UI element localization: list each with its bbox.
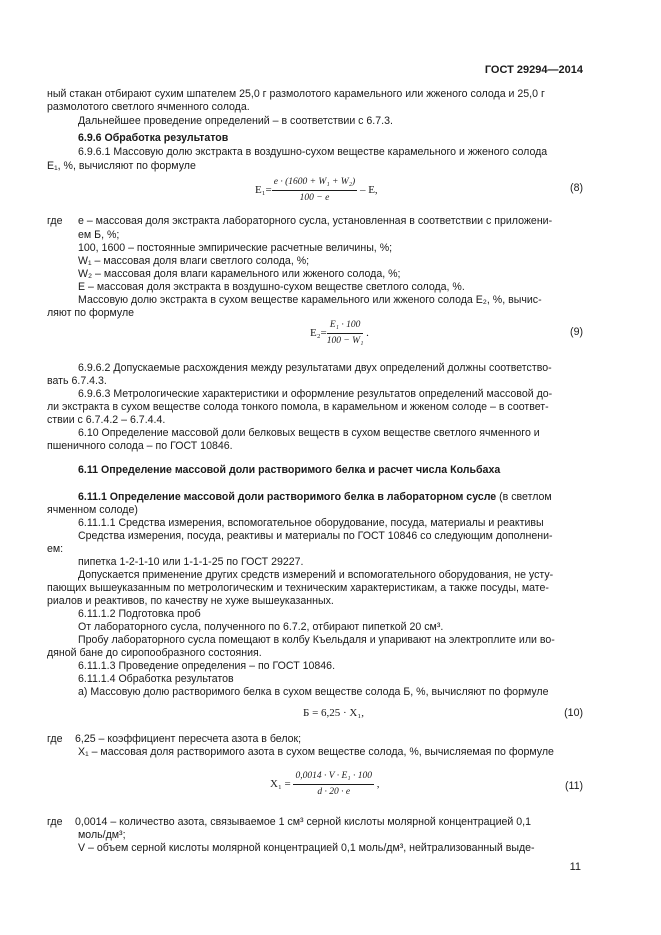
text-line: От лабораторного сусла, полученного по 6.7.2, отбирают пипеткой 20 см³.	[78, 621, 444, 633]
text-line: а) Массовую долю растворимого белка в сухом веществе солода Б, %, вычисляют по формуле	[78, 686, 549, 698]
numerator: e · (1600 + W₁ + W₂)	[272, 176, 357, 191]
text-line: вать 6.7.4.3.	[47, 375, 107, 387]
definition-line: W₂ – массовая доля влаги карамельного или жженого солода, %;	[78, 268, 401, 280]
definition-line: X₁ – массовая доля растворимого азота в сухом веществе солода, %, вычисляемая по формуле	[78, 746, 554, 758]
text-line: Допускается применение других средств измерений и вспомогательного оборудования, не усту-	[78, 569, 554, 581]
numerator: E₁ · 100	[327, 319, 364, 334]
fraction	[327, 319, 364, 348]
text-line: ный стакан отбирают сухим шпателем 25,0 г размолотого карамельного или жженого солода и 25,0 г	[47, 88, 545, 100]
definition-line: V – объем серной кислоты молярной концентрацией 0,1 моль/дм³, нейтрализованный выде-	[78, 842, 535, 854]
formula-tail: – E,	[357, 184, 378, 197]
denominator: 100 − e	[299, 193, 330, 203]
definition-line: моль/дм³;	[78, 829, 126, 841]
text-line: 6.9.6.2 Допускаемые расхождения между результатами двух определений должны соответство-	[78, 362, 552, 374]
formula-tail: ,	[373, 778, 380, 791]
definition-line: W₁ – массовая доля влаги светлого солода, %;	[78, 255, 310, 267]
text-line: 6.10 Определение массовой доли белковых веществ в сухом веществе светлого ячменного и	[78, 427, 540, 439]
formula-lhs: X₁ =	[270, 778, 294, 791]
text-line: ем:	[47, 543, 64, 555]
fraction	[272, 176, 357, 205]
equation-number: (8)	[570, 182, 583, 194]
formula-lhs: E₂=	[310, 327, 327, 340]
text-line: Массовую долю экстракта в сухом веществе карамельного или жженого солода E₂, %, вычис-	[78, 294, 542, 306]
text-line: дяной бане до сиропообразного состояния.	[47, 647, 262, 659]
definition-line: 6,25 – коэффициент пересчета азота в белок;	[75, 733, 302, 745]
subsection-heading: 6.11.1 Определение массовой доли растворимого белка в лабораторном сусле	[78, 491, 497, 503]
section-heading: 6.11 Определение массовой доли растворимого белка и расчет числа Кольбаха	[78, 464, 501, 476]
numerator: 0,0014 · V · E₁ · 100	[293, 770, 374, 785]
formula-10: Б = 6,25 · X₁,	[303, 707, 364, 719]
formula-9	[310, 319, 369, 348]
definition-line: e – массовая доля экстракта лабораторного сусла, установленная в соответствии с приложени-	[78, 215, 553, 227]
section-heading: 6.9.6 Обработка результатов	[78, 132, 229, 144]
formula-11	[270, 770, 379, 799]
formula-8	[255, 176, 378, 205]
text-line: пающих вышеуказанным по метрологическим и техническим характеристикам, а также посуды, мате-	[47, 582, 549, 594]
text-line: ли экстракта в сухом веществе солода тонкого помола, в карамельном и жженом солоде – в соответ-	[47, 401, 549, 413]
text-line: пипетка 1-2-1-10 или 1-1-1-25 по ГОСТ 29227.	[78, 556, 304, 568]
equation-number: (9)	[570, 326, 583, 338]
denominator: d · 20 · e	[317, 787, 351, 797]
equation-number: (10)	[564, 707, 583, 719]
where-label: где	[47, 215, 63, 227]
text-line: Средства измерения, посуда, реактивы и материалы по ГОСТ 10846 со следующим дополнени-	[78, 530, 553, 542]
text-line: размолотого светлого ячменного солода.	[47, 101, 250, 113]
text-line: Пробу лабораторного сусла помещают в колбу Къельдаля и упаривают на электроплите или во-	[78, 634, 555, 646]
where-label: где	[47, 733, 63, 745]
page-number: 11	[569, 861, 581, 873]
definition-line: E – массовая доля экстракта в воздушно-сухом веществе светлого солода, %.	[78, 281, 465, 293]
text-line: пшеничного солода – по ГОСТ 10846.	[47, 440, 233, 452]
text-fragment: (в светлом	[496, 491, 552, 503]
text-line: 6.9.6.3 Метрологические характеристики и оформление результатов определений массовой до-	[78, 388, 553, 400]
formula-lhs: E₁=	[255, 184, 272, 197]
text-line: риалов и реактивов, по качеству не хуже вышеуказанных.	[47, 595, 334, 607]
text-line: ляют по формуле	[47, 307, 135, 319]
text-line	[47, 491, 583, 504]
definition-line: 100, 1600 – постоянные эмпирические расчетные величины, %;	[78, 242, 393, 254]
definition-line: 0,0014 – количество азота, связываемое 1 см³ серной кислоты молярной концентрацией 0,1	[75, 816, 532, 828]
denominator: 100 − W₁	[326, 336, 364, 346]
fraction	[293, 770, 374, 799]
formula-tail: .	[363, 327, 369, 340]
equation-number: (11)	[564, 780, 583, 792]
text-line: Дальнейшее проведение определений – в соответствии с 6.7.3.	[78, 115, 393, 127]
text-line: 6.9.6.1 Массовую долю экстракта в воздушно-сухом веществе карамельного и жженого солода	[78, 146, 548, 158]
text-line: 6.11.1.2 Подготовка проб	[78, 608, 201, 620]
text-line: ствии с 6.7.4.2 – 6.7.4.4.	[47, 414, 166, 426]
where-label: где	[47, 816, 63, 828]
text-line: 6.11.1.3 Проведение определения – по ГОСТ 10846.	[78, 660, 336, 672]
text-line: E₁, %, вычисляют по формуле	[47, 160, 196, 172]
text-line: 6.11.1.1 Средства измерения, вспомогательное оборудование, посуда, материалы и реактивы	[78, 517, 544, 529]
definition-line: ем Б, %;	[78, 229, 120, 241]
text-line: 6.11.1.4 Обработка результатов	[78, 673, 234, 685]
text-line: ячменном солоде)	[47, 504, 138, 516]
document-header: ГОСТ 29294—2014	[484, 64, 583, 76]
